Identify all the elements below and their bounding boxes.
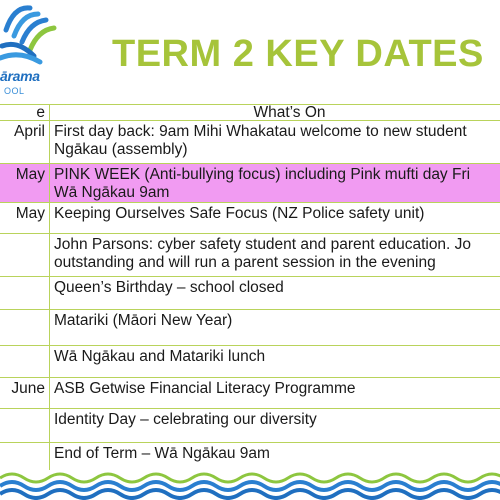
row-date	[0, 409, 50, 443]
row-event	[50, 164, 500, 203]
table-row	[0, 346, 500, 378]
row-date: April	[0, 121, 50, 164]
table-row	[0, 121, 500, 164]
event-line: John Parsons: cyber safety student and parent education. Jo	[54, 236, 472, 253]
row-event	[50, 409, 500, 443]
row-date	[0, 277, 50, 310]
event-line: Wā Ngākau 9am	[54, 184, 170, 201]
row-date: June	[0, 378, 50, 409]
event-line: PINK WEEK (Anti-bullying focus) including Pink mufti day Fri	[54, 166, 471, 183]
event-line: Queen’s Birthday – school closed	[54, 279, 284, 296]
table-row	[0, 234, 500, 277]
event-line: First day back: 9am Mihi Whakatau welcome to new student	[54, 123, 467, 140]
row-date: May	[0, 203, 50, 234]
row-event	[50, 310, 500, 346]
table-row	[0, 310, 500, 346]
wave-pattern-icon	[0, 470, 500, 500]
header-whats-on: What’s On	[50, 105, 500, 121]
table-row	[0, 378, 500, 409]
table-row	[0, 203, 500, 234]
row-event	[50, 234, 500, 277]
event-line: Identity Day – celebrating our diversity	[54, 411, 317, 428]
table-row	[0, 164, 500, 203]
school-logo-hands-icon	[0, 0, 60, 100]
event-line: Matariki (Māori New Year)	[54, 312, 233, 329]
school-sub-fragment: OOL	[4, 86, 25, 96]
row-event	[50, 203, 500, 234]
school-name-fragment: ārama	[0, 68, 40, 84]
row-date	[0, 234, 50, 277]
page-title: TERM 2 KEY DATES	[112, 33, 484, 75]
event-line: End of Term – Wā Ngākau 9am	[54, 445, 270, 462]
event-line: Wā Ngākau and Matariki lunch	[54, 348, 266, 365]
header-date: e	[0, 105, 50, 121]
row-date: May	[0, 164, 50, 203]
table-header-row	[0, 105, 500, 121]
event-line: ASB Getwise Financial Literacy Programme	[54, 380, 356, 397]
row-event	[50, 346, 500, 378]
event-line: Ngākau (assembly)	[54, 141, 188, 158]
event-line: Keeping Ourselves Safe Focus (NZ Police safety unit)	[54, 205, 425, 222]
row-event	[50, 277, 500, 310]
row-date	[0, 310, 50, 346]
table-row	[0, 277, 500, 310]
event-line: outstanding and will run a parent session in the evening	[54, 254, 436, 271]
row-date	[0, 346, 50, 378]
table-row	[0, 409, 500, 443]
row-event	[50, 378, 500, 409]
row-event	[50, 121, 500, 164]
key-dates-table	[0, 104, 500, 476]
